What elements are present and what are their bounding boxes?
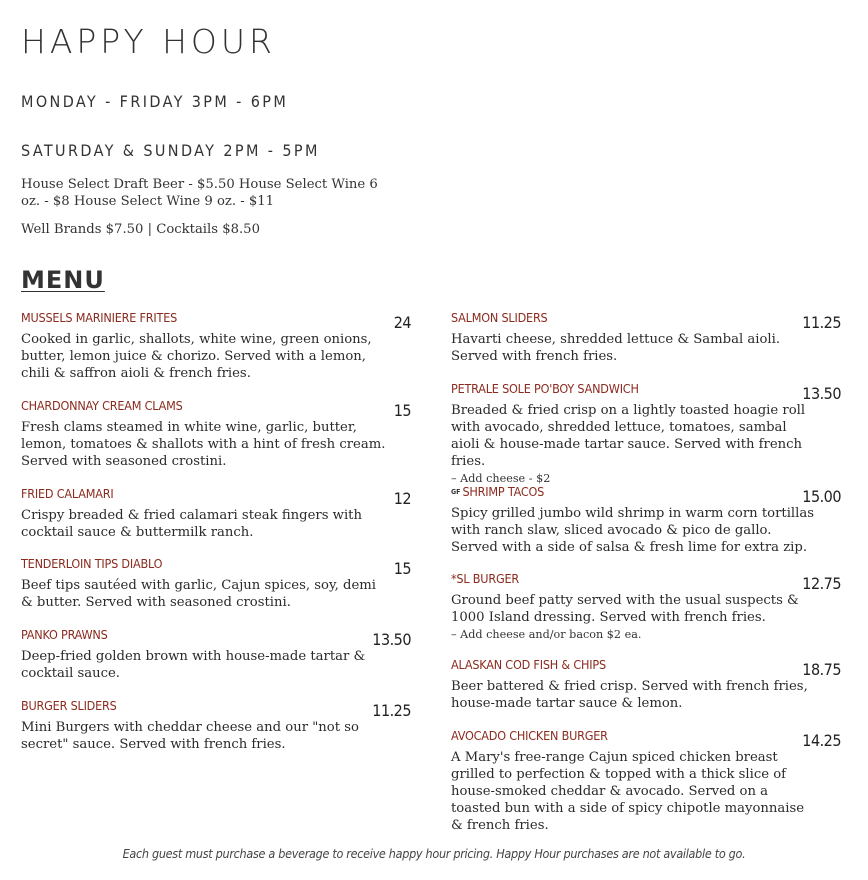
item-name: FRIED CALAMARI [21,486,114,501]
menu-item [21,486,411,541]
item-name: ALASKAN COD FISH & CHIPS [451,657,606,672]
menu-item [21,698,411,753]
item-name: BURGER SLIDERS [21,698,117,713]
item-name: MUSSELS MARINIERE FRITES [21,310,178,325]
item-name: TENDERLOIN TIPS DIABLO [21,556,163,571]
item-name: AVOCADO CHICKEN BURGER [451,728,608,743]
footer-disclaimer: Each guest must purchase a beverage to receive happy hour pricing. Happy Hour purchases are not available to go. [122,846,746,861]
item-name-text: SHRIMP TACOS [462,484,545,499]
item-description: Beer battered & fried crisp. Served with french fries, house-made tartar sauce & lemon. [451,679,808,711]
item-price: 12 [393,489,411,508]
item-description: Cooked in garlic, shallots, white wine, green onions, butter, lemon juice & chorizo. Served with a lemon, chili & saffron aioli & french fries. [21,332,372,381]
item-price: 18.75 [802,660,841,679]
item-description: Havarti cheese, shredded lettuce & Sambal aioli. Served with french fries. [451,332,781,364]
menu-item [451,310,841,365]
item-description: A Mary's free-range Cajun spiced chicken breast grilled to perfection & topped with a thick slice of house-smoked cheddar & avocado. Served on a toasted bun with a side of spicy chipotle mayonnaise & french fries. [451,750,805,833]
menu-item [451,657,841,712]
menu-item [451,484,841,556]
page-title: HAPPY HOUR [21,22,276,61]
item-price: 11.25 [372,701,411,720]
item-description: Crispy breaded & fried calamari steak fingers with cocktail sauce & buttermilk ranch. [21,508,362,540]
item-price: 11.25 [802,313,841,332]
menu-item [451,728,841,834]
item-name: CHARDONNAY CREAM CLAMS [21,398,183,413]
gluten-free-badge: GF [451,488,461,496]
item-description: Deep-fried golden brown with house-made tartar & cocktail sauce. [21,649,366,681]
menu-item [21,310,411,382]
item-description: Fresh clams steamed in white wine, garlic, butter, lemon, tomatoes & shallots with a hint of fresh cream. Served with seasoned crostini. [21,420,386,469]
item-name: PANKO PRAWNS [21,627,108,642]
menu-item [21,398,411,470]
item-addon-note: – Add cheese and/or bacon $2 ea. [451,628,642,641]
item-price: 15 [393,401,411,420]
item-name: PETRALE SOLE PO'BOY SANDWICH [451,381,639,396]
item-price: 13.50 [372,630,411,649]
drink-prices: House Select Draft Beer - $5.50 House Select Wine 6 oz. - $8 House Select Wine 9 oz. - $11 [21,177,378,209]
item-price: 13.50 [802,384,841,403]
item-description: Beef tips sautéed with garlic, Cajun spices, soy, demi & butter. Served with seasoned crostini. [21,578,377,610]
item-price: 24 [393,313,411,332]
item-description: Spicy grilled jumbo wild shrimp in warm corn tortillas with ranch slaw, sliced avocado & pico de gallo. Served with a side of salsa & fresh lime for extra zip. [451,506,814,555]
menu-item [21,627,411,682]
menu-item [451,571,841,642]
weekday-hours: MONDAY - FRIDAY 3PM - 6PM [21,92,289,111]
item-price: 15.00 [802,487,841,506]
weekend-hours: SATURDAY & SUNDAY 2PM - 5PM [21,141,320,160]
item-name: SALMON SLIDERS [451,310,548,325]
item-description: Breaded & fried crisp on a lightly toasted hoagie roll with avocado, shredded lettuce, tomatoes, sambal aioli & house-made tartar sauce. Served with french fries. [451,403,806,469]
well-cocktail-prices: Well Brands $7.50 | Cocktails $8.50 [21,222,260,237]
item-description: Mini Burgers with cheddar cheese and our "not so secret" sauce. Served with french fries. [21,720,359,752]
item-description: Ground beef patty served with the usual suspects & 1000 Island dressing. Served with french fries. [451,593,799,625]
item-name [451,484,841,500]
menu-item [21,556,411,611]
item-price: 14.25 [802,731,841,750]
item-price: 12.75 [802,574,841,593]
item-name: *SL BURGER [451,571,519,586]
menu-item [451,381,841,486]
item-price: 15 [393,559,411,578]
item-addon-note: – Add cheese - $2 [451,472,551,485]
menu-heading: MENU [21,266,105,294]
